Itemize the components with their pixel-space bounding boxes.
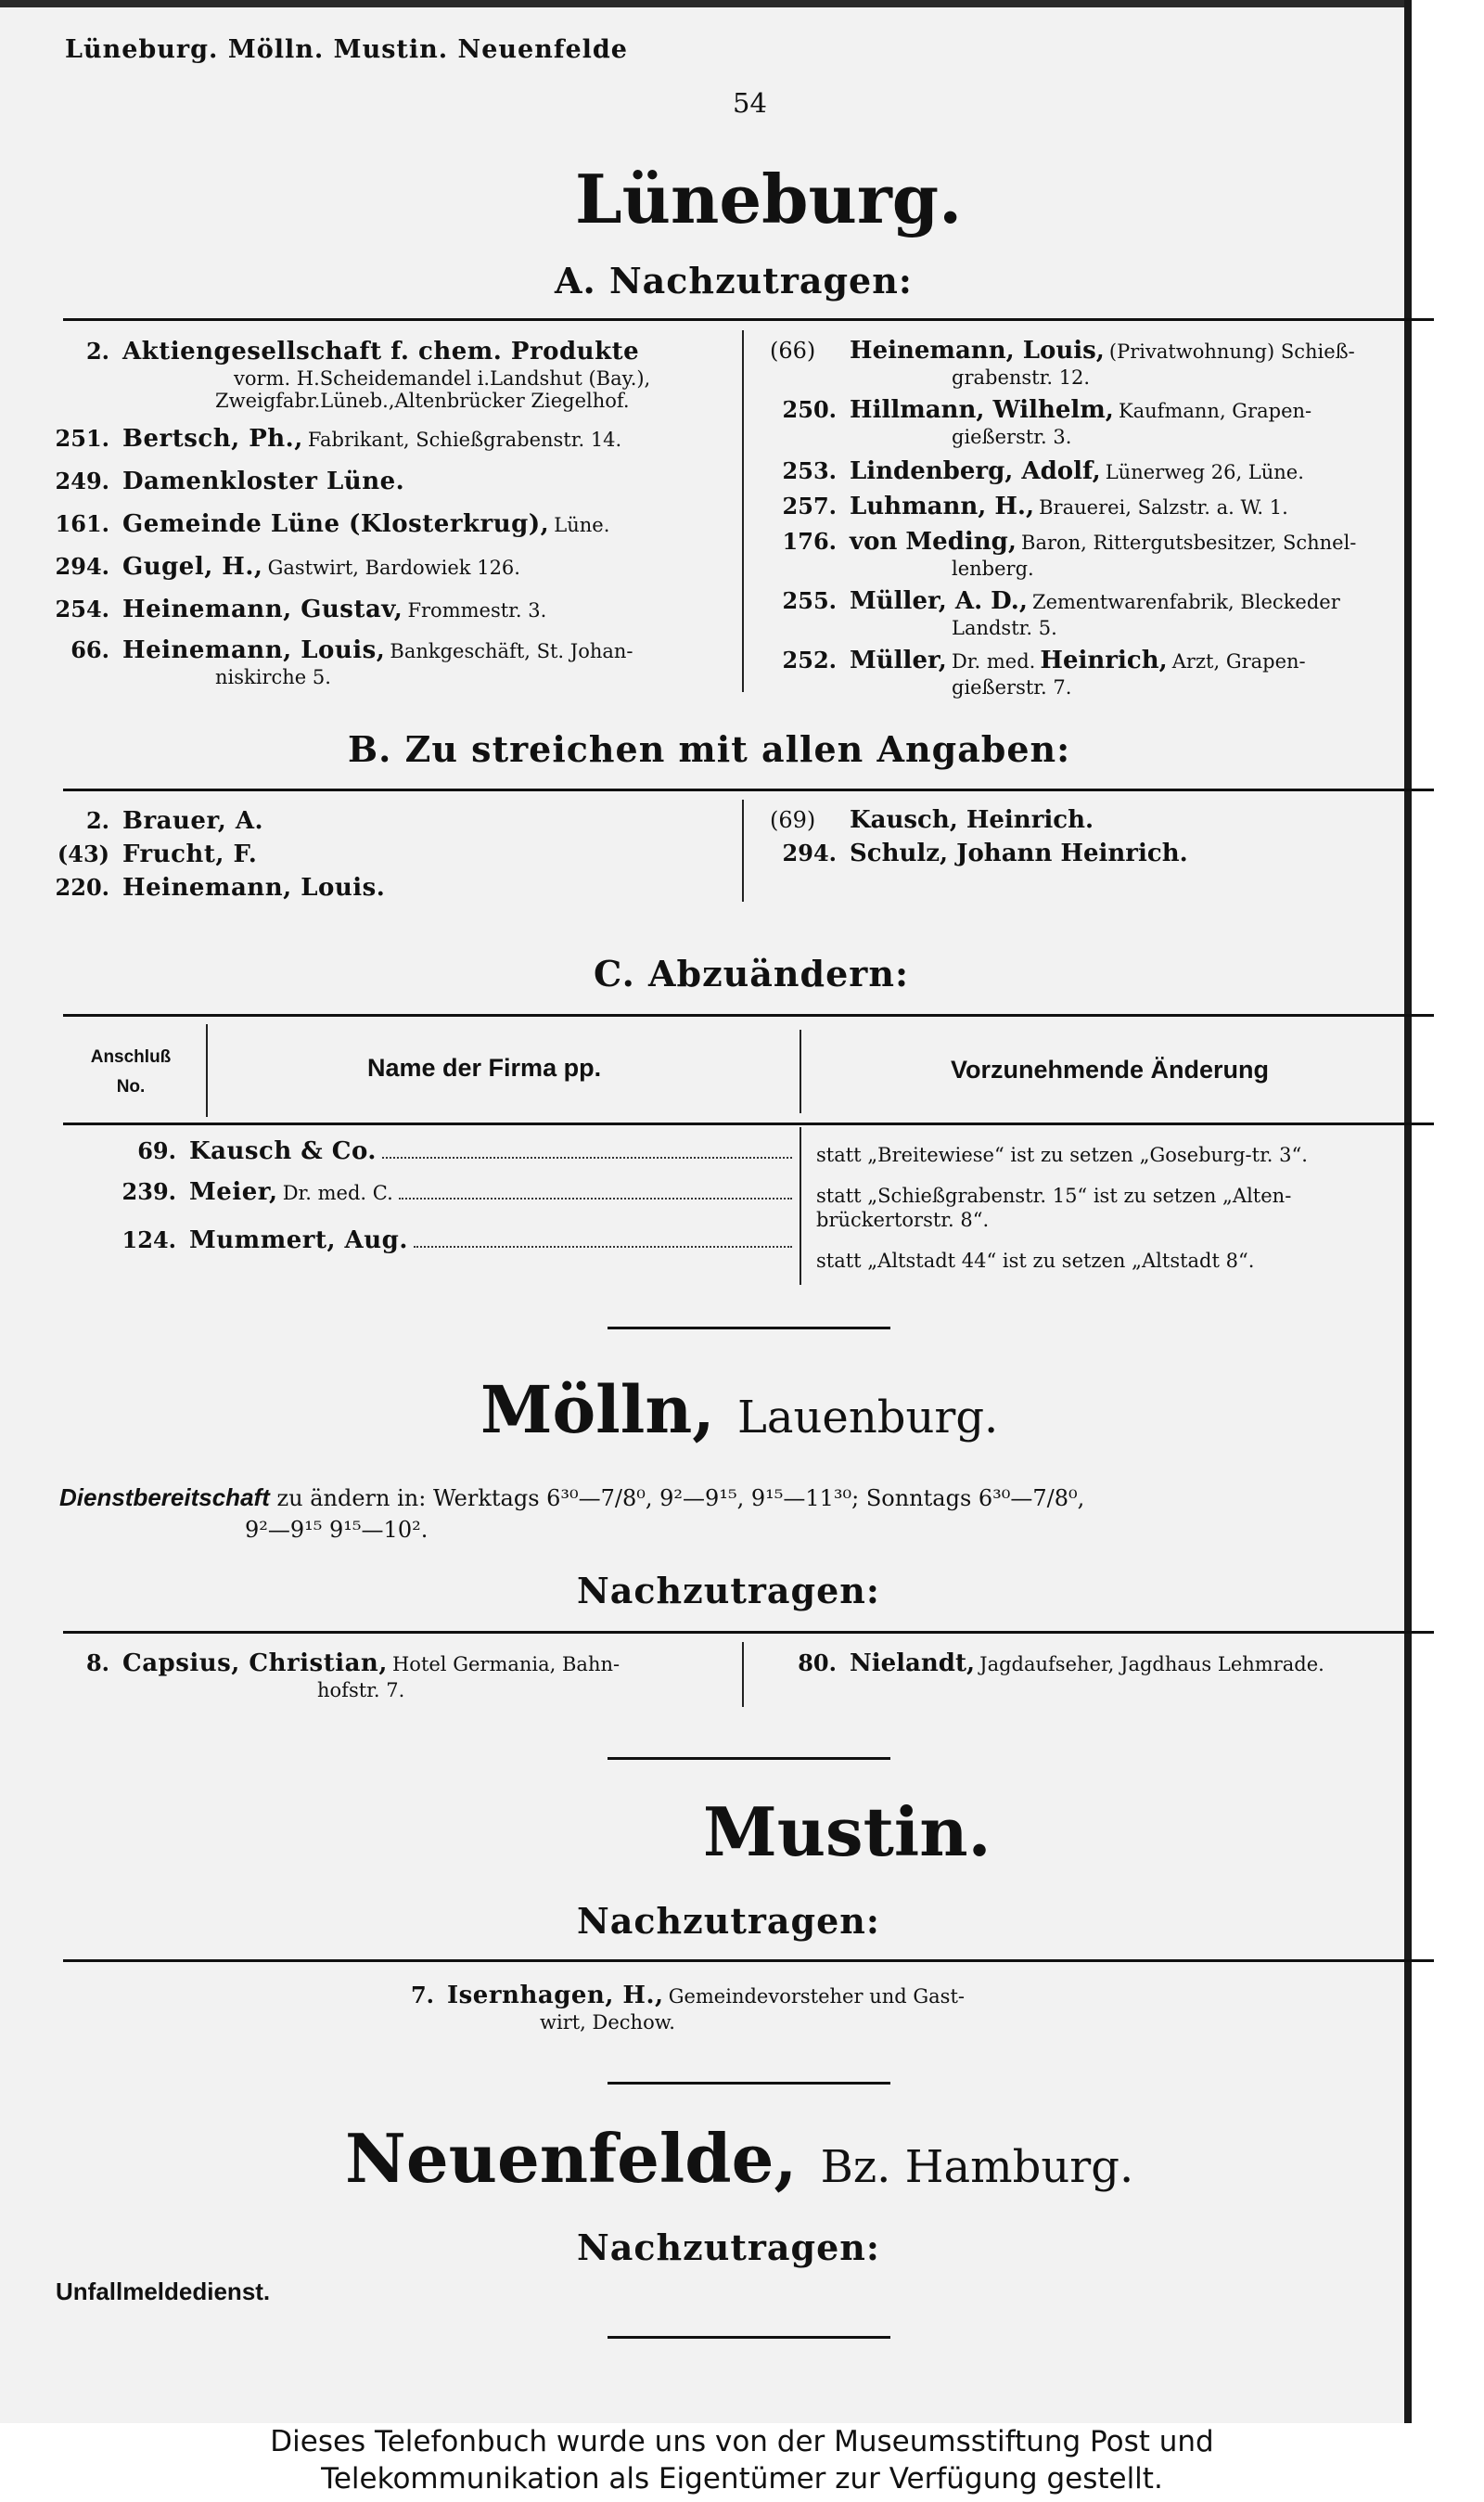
rule <box>63 1631 1434 1634</box>
column-divider <box>742 1642 744 1707</box>
footer-line-2: Telekommunikation als Eigentümer zur Verfügung gestellt. <box>321 2462 1163 2496</box>
list-item: 7. Isernhagen, H., Gemeindevorsteher und Gast- wirt, Dechow. <box>410 1982 965 2034</box>
change-text: statt „Schießgrabenstr. 15“ ist zu setzen „Alten- <box>816 1185 1292 1207</box>
section-c-names <box>65 1137 798 1267</box>
list-item: 2. Brauer, A. <box>85 807 264 835</box>
list-item: 8. Capsius, Christian, Hotel Germania, Bahn- hofstr. 7. <box>85 1649 620 1701</box>
col-header-change: Vorzunehmende Änderung <box>951 1056 1270 1084</box>
list-item: 253. Lindenberg, Adolf, Lünerweg 26, Lüne. <box>782 457 1304 485</box>
change-text: statt „Breitewiese“ ist zu setzen „Goseburg-tr. 3“. <box>816 1144 1308 1166</box>
separator <box>608 1757 890 1760</box>
section-a-left <box>46 338 733 688</box>
city-title-neuenfelde: Neuenfelde, Bz. Hamburg. <box>345 2119 1134 2198</box>
col-header-name: Name der Firma pp. <box>367 1054 602 1082</box>
separator <box>608 1327 890 1329</box>
section-a-right <box>770 338 1438 699</box>
list-item: 161. Gemeinde Lüne (Klosterkrug), Lüne. <box>55 510 610 538</box>
separator <box>608 2336 890 2339</box>
list-item: (66) Heinemann, Louis, (Privatwohnung) Schieß- grabenstr. 12. <box>770 337 1355 389</box>
moelln-left <box>46 1649 733 1701</box>
column-divider <box>742 330 744 692</box>
list-item: 249. Damenkloster Lüne. <box>55 468 405 495</box>
list-item: 220. Heinemann, Louis. <box>55 874 386 902</box>
section-b-left <box>46 807 733 904</box>
list-item: 254. Heinemann, Gustav, Frommestr. 3. <box>55 596 547 623</box>
neuenfelde-heading: Nachzutragen: <box>577 2226 880 2268</box>
list-item: 2. Aktiengesellschaft f. chem. Produkte vorm. H.Scheidemandel i.Landshut (Bay.), Zweigfabr.Lüneb.,Altenbrücker Ziegelhof. <box>85 338 651 412</box>
rule <box>63 1959 1434 1962</box>
list-item: 294. Schulz, Johann Heinrich. <box>782 840 1188 867</box>
rule <box>63 318 1434 321</box>
list-item: 66. Heinemann, Louis, Bankgeschäft, St. Johan- niskirche 5. <box>70 636 633 688</box>
column-divider <box>800 1030 801 1113</box>
column-divider <box>800 1127 801 1285</box>
list-item: 255. Müller, A. D., Zementwarenfabrik, Bleckeder Landstr. 5. <box>782 587 1340 639</box>
rule <box>63 1123 1434 1125</box>
change-text: statt „Altstadt 44“ ist zu setzen „Altstadt 8“. <box>816 1250 1255 1272</box>
list-item: 80. Nielandt, Jagdaufseher, Jagdhaus Lehmrade. <box>798 1649 1324 1677</box>
section-b-right <box>770 807 1438 869</box>
section-b-heading: B. Zu streichen mit allen Angaben: <box>348 728 1071 770</box>
table-row: 239. Meier, Dr. med. C. <box>65 1178 798 1226</box>
rule <box>63 789 1434 791</box>
city-title-lueneburg: Lüneburg. <box>575 160 963 238</box>
moelln-heading: Nachzutragen: <box>577 1570 880 1611</box>
section-c-heading: C. Abzuändern: <box>594 953 909 994</box>
list-item: 250. Hillmann, Wilhelm, Kaufmann, Grapen- gießerstr. 3. <box>782 396 1312 448</box>
separator <box>608 2082 890 2085</box>
footer-notice <box>0 2423 1484 2502</box>
footer-line-1: Dieses Telefonbuch wurde uns von der Museumsstiftung Post und <box>270 2425 1214 2458</box>
column-divider <box>742 800 744 902</box>
change-text: brückertorstr. 8“. <box>816 1209 990 1231</box>
unfall-notice: Unfallmeldedienst. <box>56 2277 271 2305</box>
table-row: 124. Mummert, Aug. <box>65 1226 798 1267</box>
mustin-heading: Nachzutragen: <box>577 1900 880 1942</box>
page-number: 54 <box>733 87 767 119</box>
list-item: 294. Gugel, H., Gastwirt, Bardowiek 126. <box>55 553 520 581</box>
list-item: 176. von Meding, Baron, Rittergutsbesitzer, Schnel- lenberg. <box>782 528 1357 580</box>
rule <box>63 1014 1434 1017</box>
list-item: (43) Frucht, F. <box>57 840 258 868</box>
list-item: 257. Luhmann, H., Brauerei, Salzstr. a. W. 1. <box>782 493 1288 520</box>
scan-edge-top <box>0 0 1484 7</box>
list-item: 251. Bertsch, Ph., Fabrikant, Schießgrabenstr. 14. <box>55 425 622 453</box>
list-item: (69) Kausch, Heinrich. <box>770 806 1094 834</box>
column-divider <box>206 1024 208 1117</box>
section-c-changes <box>816 1143 1438 1273</box>
city-title-mustin: Mustin. <box>703 1792 991 1871</box>
list-item: 252. Müller, Dr. med. Heinrich, Arzt, Grapen- gießerstr. 7. <box>782 647 1306 699</box>
city-title-moelln: Mölln, Lauenburg. <box>480 1371 999 1448</box>
section-a-heading: A. Nachzutragen: <box>555 260 913 302</box>
service-notice: Dienstbereitschaft zu ändern in: Werktags 6³⁰—7/8⁰, 9²—9¹⁵, 9¹⁵—11³⁰; Sonntags 6³⁰—7/8⁰, 9²—9¹⁵ 9¹⁵—10². <box>59 1483 1085 1543</box>
entry-name: Aktiengesellschaft f. chem. Produkte <box>122 338 640 366</box>
col-header-anschluss: Anschluß No. <box>90 1047 172 1097</box>
mustin-entries <box>371 1982 1113 2034</box>
table-row: 69. Kausch & Co. <box>65 1137 798 1178</box>
moelln-right <box>770 1649 1438 1679</box>
running-head: Lüneburg. Mölln. Mustin. Neuenfelde <box>65 35 628 64</box>
